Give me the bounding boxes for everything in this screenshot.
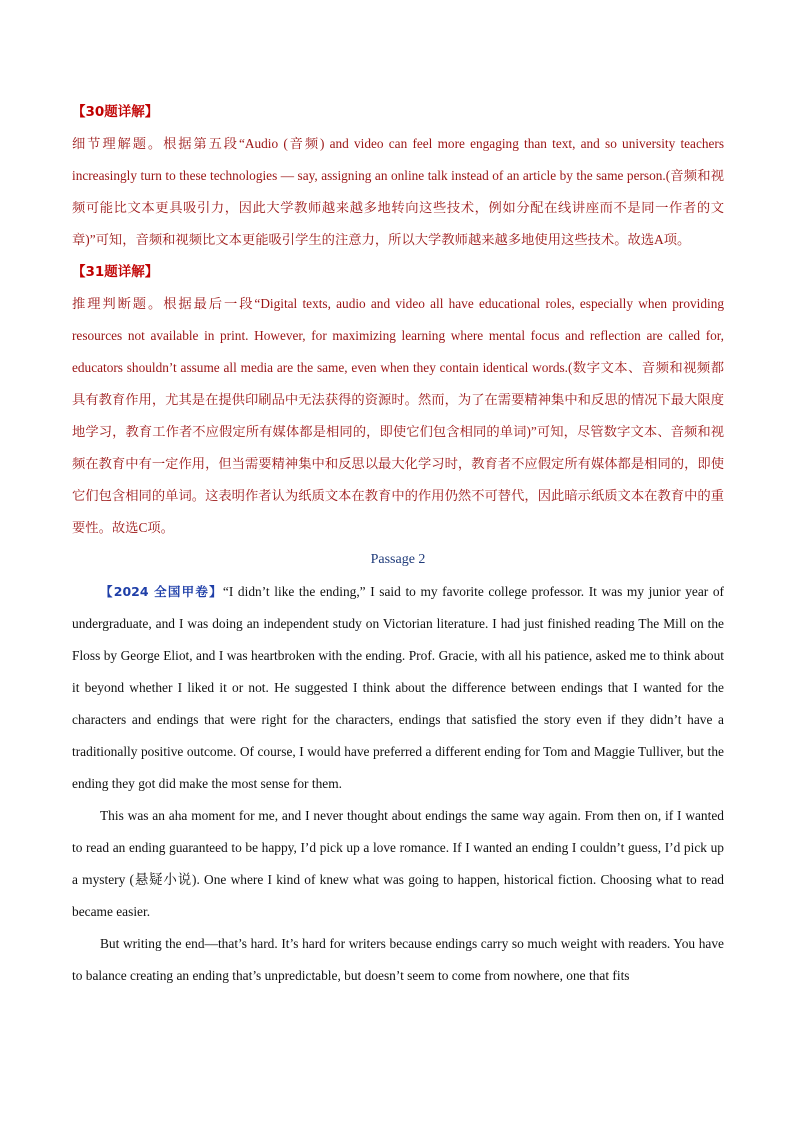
q30-explanation: 细节理解题。根据第五段“Audio (音频) and video can feel more engaging than text, and so university teachers increasingly turn to these technologies — say, assigning an online talk instead of an article by the same person.(音频和视频可能比文本更具吸引力，因此大学教师越来越多地转向这些技术，例如分配在线讲座而不是同一作者的文章)”可知，音频和视频比文本更能吸引学生的注意力，所以大学教师越来越多地使用这些技术。故选A项。	[72, 136, 724, 247]
q31-heading: 【31题详解】	[72, 264, 159, 280]
document-page	[72, 96, 724, 992]
q31-explanation: 推理判断题。根据最后一段“Digital texts, audio and video all have educational roles, especially when providing resources not available in print. However, for maximizing learning where mental focus and reflection are called for, educators shouldn’t assume all media are the same, even when they contain identical words.(数字文本、音频和视频都具有教育作用，尤其是在提供印刷品中无法获得的资源时。然而，为了在需要精神集中和反思的情况下最大限度地学习，教育工作者不应假定所有媒体都是相同的，即使它们包含相同的单词)”可知，尽管数字文本、音频和视频在教育中有一定作用，但当需要精神集中和反思以最大化学习时，教育者不应假定所有媒体都是相同的，即使它们包含相同的单词。这表明作者认为纸质文本在教育中的作用仍然不可替代，因此暗示纸质文本在教育中的重要性。故选C项。	[72, 296, 724, 535]
passage-paragraph-2: This was an aha moment for me, and I never thought about endings the same way again. From then on, if I wanted to read an ending guaranteed to be happy, I’d pick up a love romance. If I wanted an ending I couldn’t guess, I’d pick up a mystery (悬疑小说). One where I kind of knew what was going to happen, historical fiction. Choosing what to read became easier.	[72, 808, 724, 919]
passage-title: Passage 2	[370, 552, 426, 567]
q30-heading: 【30题详解】	[72, 104, 159, 120]
paragraph-1-text: “I didn’t like the ending,” I said to my favorite college professor. It was my junior year of undergraduate, and I was doing an independent study on Victorian literature. I had just finished reading The Mill on the Floss by George Eliot, and I was heartbroken with the ending. Prof. Gracie, with all his patience, asked me to think about it beyond whether I liked it or not. He suggested I think about the difference between endings that I wanted for the characters and endings that were right for the characters, endings that satisfied the story even if they didn’t have a traditionally positive outcome. Of course, I would have preferred a different ending for Tom and Maggie Tulliver, but the ending they got did make the most sense for them.	[72, 584, 724, 791]
passage-paragraph-3: But writing the end—that’s hard. It’s hard for writers because endings carry so much weight with readers. You have to balance creating an ending that’s unpredictable, but doesn’t seem to come from nowhere, one that fits	[72, 936, 724, 983]
exam-source-tag: 【2024 全国甲卷】	[100, 584, 223, 599]
passage-paragraph-1	[72, 576, 724, 800]
